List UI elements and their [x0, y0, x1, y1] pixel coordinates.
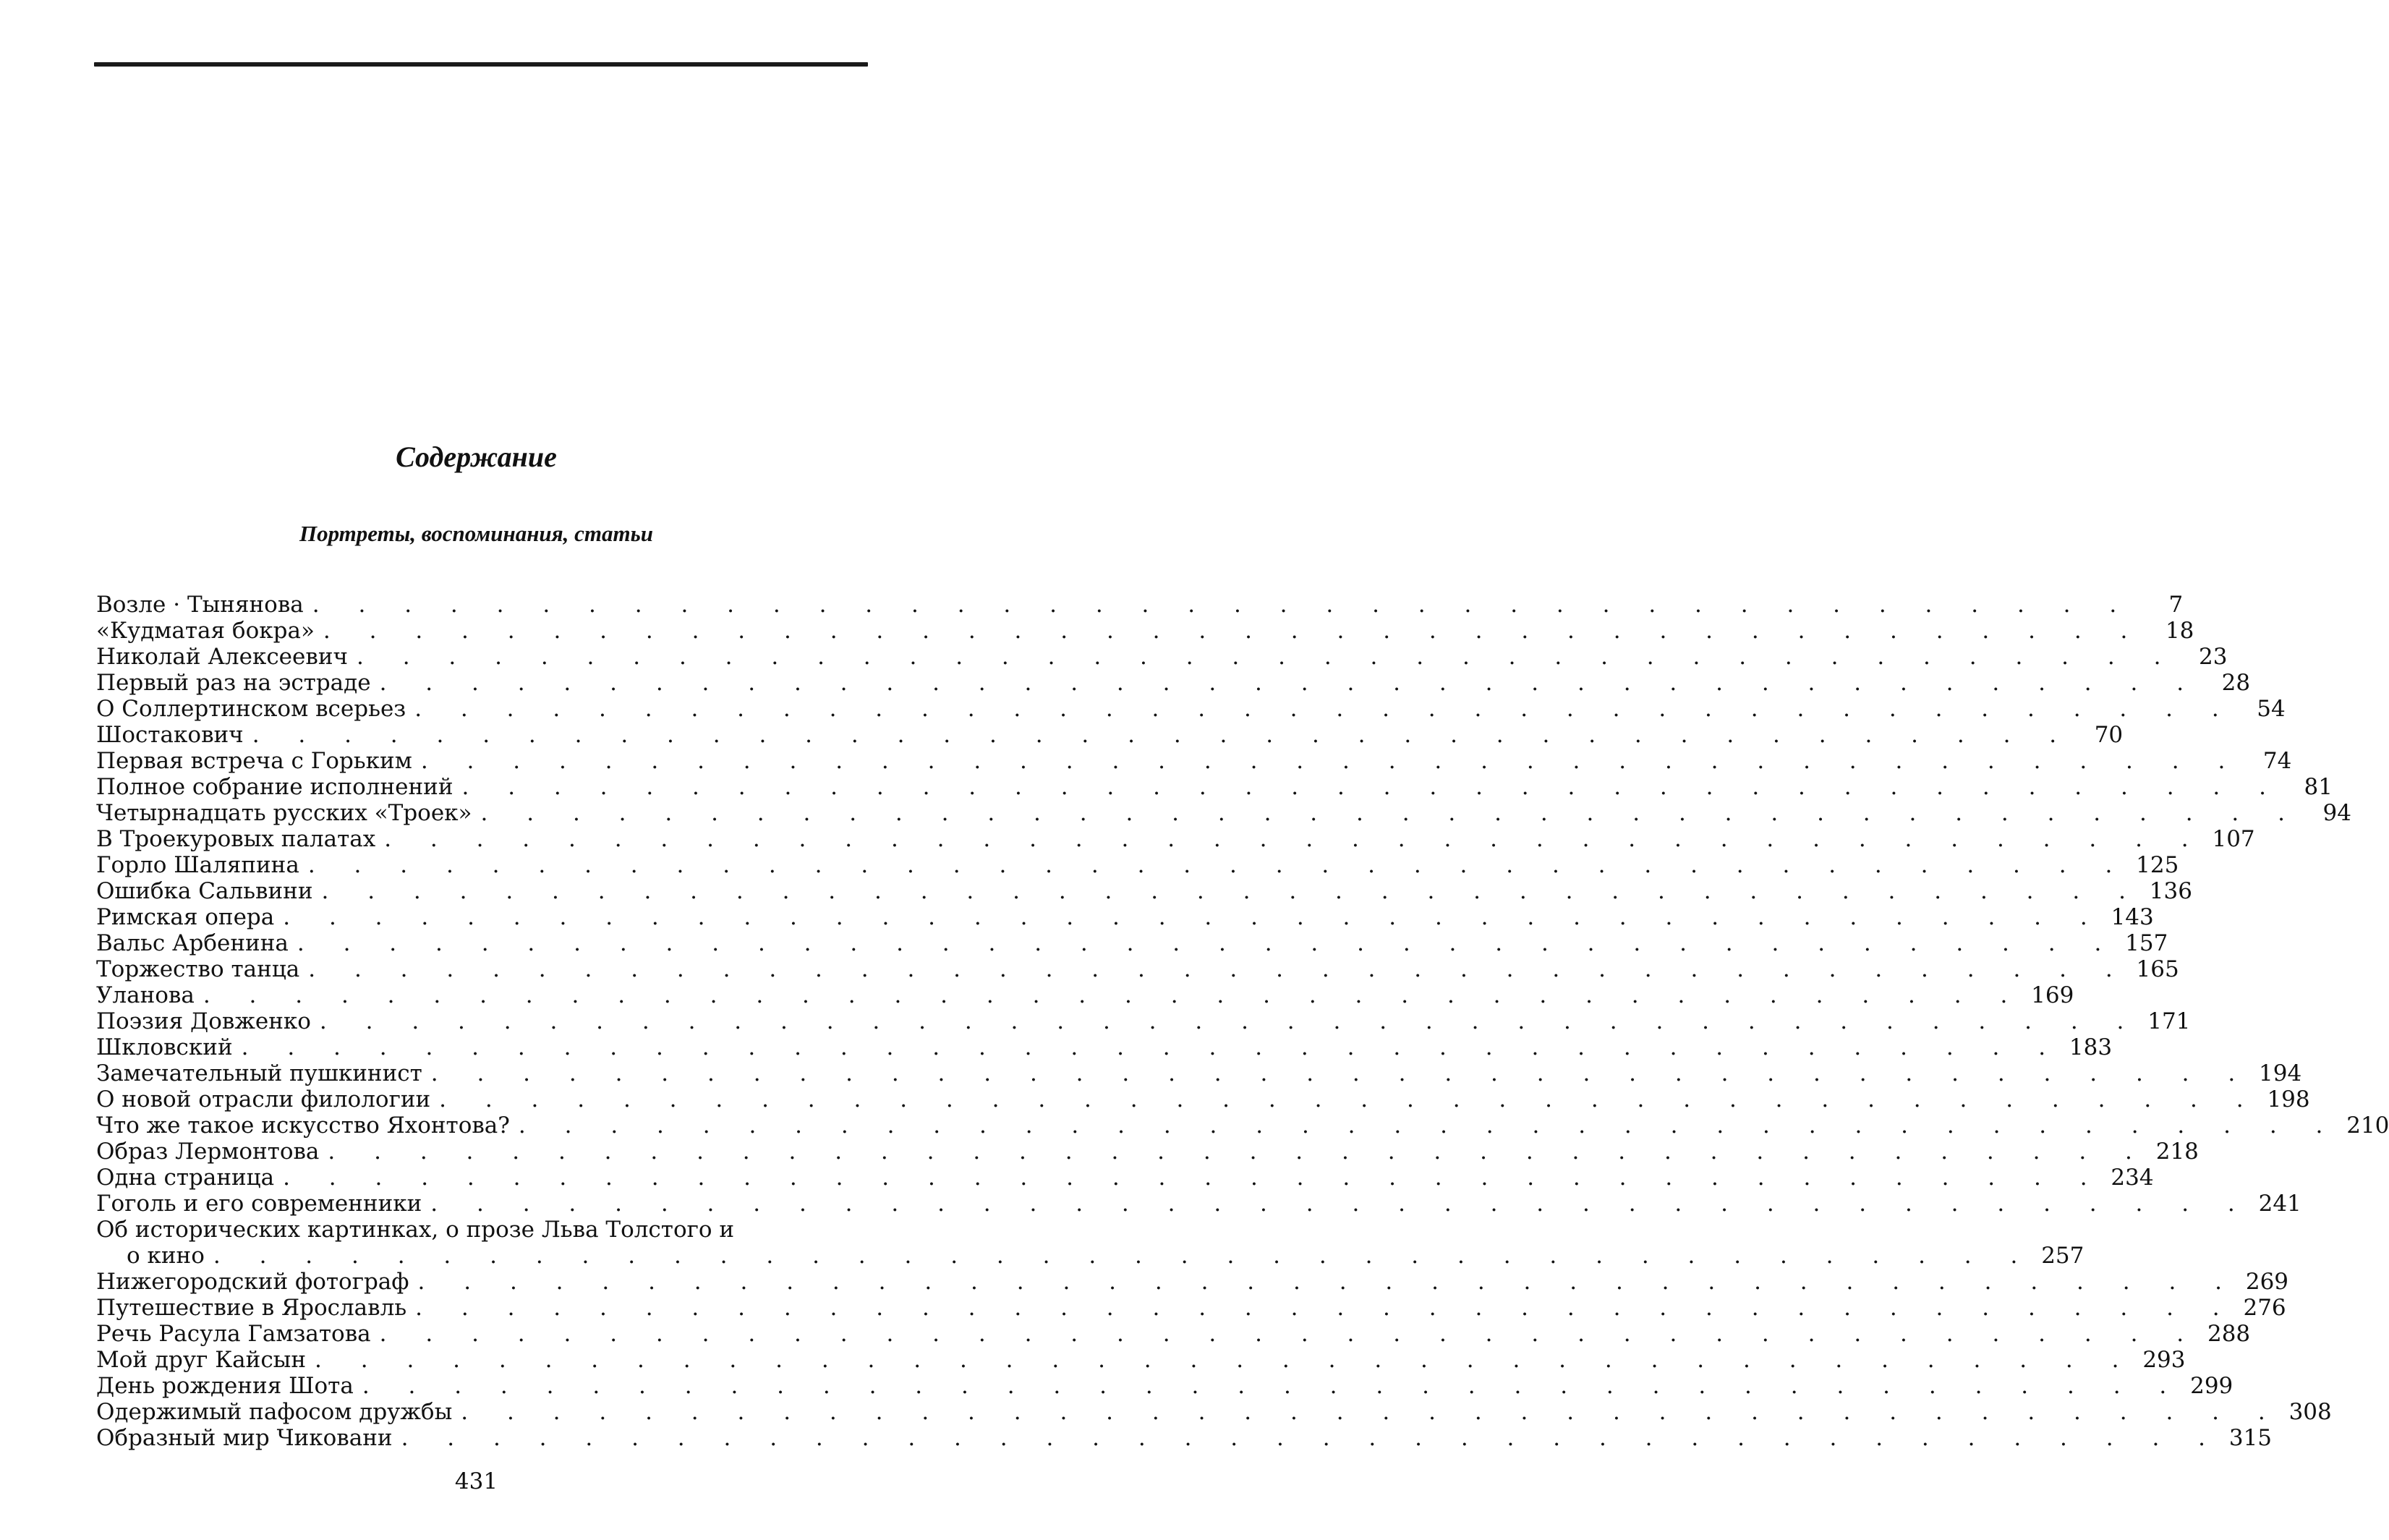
toc-entry	[96, 800, 2351, 826]
toc-entry-page: 171	[2147, 1008, 2191, 1034]
toc-entry-title: Вальс Арбенина	[96, 930, 289, 956]
toc-entry	[96, 930, 2168, 956]
table-of-contents	[96, 592, 2389, 1451]
toc-entry	[96, 852, 2179, 878]
toc-entry-page: 183	[2069, 1034, 2113, 1060]
dot-leader: . . . . . . . . . . . . . . . . . . . . . . . . . . . . . . . . . . . . . . . .	[384, 826, 2205, 852]
dot-leader: . . . . . . . . . . . . . . . . . . . . . . . . . . . . . . . . . . . . . . . .	[356, 644, 2177, 670]
toc-entry	[96, 1347, 2186, 1373]
toc-entry-page: 194	[2259, 1060, 2302, 1086]
dot-leader: . . . . . . . . . . . . . . . . . . . . . . . . . . . . . . . . . . . . . . . .	[480, 800, 2301, 826]
toc-entry-page: 28	[2221, 670, 2251, 696]
document-title: Содержание	[396, 441, 557, 473]
dot-leader: . . . . . . . . . . . . . . . . . . . . . . . . . . . . . . . . . . . . . . . .	[312, 592, 2133, 618]
dot-leader: . . . . . . . . . . . . . . . . . . . . . . . . . . . . . . . . . . . . . . . .	[283, 904, 2103, 930]
toc-entry	[96, 878, 2192, 904]
dot-leader: . . . . . . . . . . . . . . . . . . . . . . . . . . . . . . . . . . . . . . . .	[323, 618, 2144, 644]
dot-leader: . . . . . . . . . . . . . . . . . . . . . . . . . . . . . . . . . . . . . . . .	[518, 1113, 2339, 1139]
dot-leader: . . . . . . . . . . . . . . . . . . . . . . . . . . . . . . . . . . . . . . . .	[328, 1139, 2148, 1165]
toc-entry-title: Возле · Тынянова	[96, 592, 304, 618]
toc-entry-title: День рождения Шота	[96, 1373, 354, 1399]
dot-leader: . . . . . . . . . . . . . . . . . . . . . . . . . . . . . . . . . . . . . . . .	[417, 1269, 2239, 1295]
dot-leader: . . . . . . . . . . . . . . . . . . . . . . . . . . . . . . . . . . . . . . . .	[401, 1425, 2222, 1451]
toc-entry	[96, 1295, 2286, 1321]
toc-entry-title: Образ Лермонтова	[96, 1139, 320, 1165]
toc-entry	[96, 1113, 2389, 1139]
toc-entry-title: Гоголь и его современники	[96, 1191, 422, 1217]
toc-entry-page: 241	[2258, 1191, 2301, 1217]
toc-entry	[96, 1425, 2273, 1451]
toc-entry	[96, 1060, 2302, 1086]
dot-leader: . . . . . . . . . . . . . . . . . . . . . . . . . . . . . . . . . . . . . . . .	[308, 956, 2129, 982]
toc-entry-page: 269	[2245, 1269, 2289, 1295]
dot-leader: . . . . . . . . . . . . . . . . . . . . . . . . . . . . . . . . . . . . . . . .	[414, 696, 2235, 722]
toc-entry	[96, 1034, 2113, 1060]
dot-leader: . . . . . . . . . . . . . . . . . . . . . . . . . . . . . . . . . . . . . . . .	[439, 1086, 2260, 1113]
toc-entry-page: 157	[2125, 930, 2168, 956]
toc-entry-page: 94	[2322, 800, 2351, 826]
toc-entry-page: 23	[2199, 644, 2228, 670]
toc-entry-title: Шкловский	[96, 1034, 233, 1060]
dot-leader: . . . . . . . . . . . . . . . . . . . . . . . . . . . . . . . . . . . . . . . .	[283, 1165, 2103, 1191]
toc-entry-title: О новой отрасли филологии	[96, 1086, 431, 1113]
toc-entry-page: 299	[2190, 1373, 2233, 1399]
toc-entry	[96, 1269, 2289, 1295]
toc-entry-title: Первая встреча с Горьким	[96, 748, 412, 774]
toc-entry-page: 136	[2149, 878, 2192, 904]
toc-entry-title-continuation: о кино	[127, 1243, 205, 1269]
toc-entry-page: 165	[2136, 956, 2179, 982]
toc-entry	[96, 1217, 2084, 1269]
dot-leader: . . . . . . . . . . . . . . . . . . . . . . . . . . . . . . . . . . . . . . . .	[321, 878, 2142, 904]
page-number: 431	[454, 1468, 498, 1494]
toc-entry-page: 210	[2346, 1113, 2389, 1139]
dot-leader: . . . . . . . . . . . . . . . . . . . . . . . . . . . . . . . . . . . . . . . .	[461, 1399, 2281, 1425]
toc-entry	[96, 1399, 2332, 1425]
dot-leader: . . . . . . . . . . . . . . . . . . . . . . . . . . . . . . . . . . . . . . . .	[241, 1034, 2062, 1060]
dot-leader: . . . . . . . . . . . . . . . . . . . . . . . . . . . . . . . . . . . . . . . .	[379, 670, 2200, 696]
toc-entry	[96, 956, 2179, 982]
toc-entry	[96, 1191, 2301, 1217]
toc-entry-page: 218	[2155, 1139, 2199, 1165]
dot-leader: . . . . . . . . . . . . . . . . . . . . . . . . . . . . . . . . . . . . . . . .	[430, 1191, 2251, 1217]
toc-entry-page: 234	[2111, 1165, 2154, 1191]
dot-leader: . . . . . . . . . . . . . . . . . . . . . . . . . . . . . . . . . . . . . . . .	[203, 982, 2024, 1008]
toc-entry-title: Горло Шаляпина	[96, 852, 299, 878]
toc-entry-page: 288	[2207, 1321, 2251, 1347]
toc-entry-page: 54	[2257, 696, 2286, 722]
toc-entry-title: Об исторических картинках, о прозе Льва Толстого и	[96, 1217, 735, 1243]
toc-entry-title: Одна страница	[96, 1165, 275, 1191]
toc-entry-page: 257	[2041, 1243, 2084, 1269]
dot-leader: . . . . . . . . . . . . . . . . . . . . . . . . . . . . . . . . . . . . . . . .	[362, 1373, 2183, 1399]
dot-leader: . . . . . . . . . . . . . . . . . . . . . . . . . . . . . . . . . . . . . . . .	[297, 930, 2118, 956]
toc-entry	[96, 774, 2333, 800]
toc-entry	[96, 982, 2074, 1008]
dot-leader: . . . . . . . . . . . . . . . . . . . . . . . . . . . . . . . . . . . . . . . .	[430, 1060, 2252, 1086]
toc-entry-title: Замечательный пушкинист	[96, 1060, 422, 1086]
toc-entry	[96, 1321, 2251, 1347]
toc-entry	[96, 1139, 2199, 1165]
toc-entry-page: 18	[2165, 618, 2194, 644]
toc-entry	[96, 670, 2251, 696]
toc-entry-title: В Троекуровых палатах	[96, 826, 376, 852]
toc-entry	[96, 592, 2184, 618]
toc-entry	[96, 1373, 2233, 1399]
toc-entry-title: Образный мир Чиковани	[96, 1425, 393, 1451]
toc-entry-title: Поэзия Довженко	[96, 1008, 311, 1034]
toc-entry-title: Римская опера	[96, 904, 275, 930]
toc-entry-page: 125	[2136, 852, 2179, 878]
toc-entry	[96, 904, 2154, 930]
toc-entry-title: Шостакович	[96, 722, 244, 748]
toc-entry-title: Уланова	[96, 982, 195, 1008]
dot-leader: . . . . . . . . . . . . . . . . . . . . . . . . . . . . . . . . . . . . . . . .	[420, 748, 2241, 774]
toc-entry	[96, 722, 2124, 748]
toc-entry-title: Торжество танца	[96, 956, 300, 982]
toc-entry-page: 70	[2094, 722, 2124, 748]
toc-entry	[96, 696, 2286, 722]
toc-entry	[96, 1008, 2191, 1034]
toc-entry	[96, 1165, 2154, 1191]
toc-entry-page: 74	[2262, 748, 2292, 774]
toc-entry-page: 308	[2288, 1399, 2332, 1425]
toc-entry-title: Нижегородский фотограф	[96, 1269, 409, 1295]
toc-entry-title: Путешествие в Ярославль	[96, 1295, 407, 1321]
toc-entry-page: 107	[2212, 826, 2255, 852]
toc-entry-page: 143	[2111, 904, 2154, 930]
top-rule	[94, 62, 868, 67]
toc-entry	[96, 1086, 2310, 1113]
toc-entry-title: Речь Расула Гамзатова	[96, 1321, 371, 1347]
dot-leader: . . . . . . . . . . . . . . . . . . . . . . . . . . . . . . . . . . . . . . . .	[315, 1347, 2135, 1373]
toc-entry-page: 7	[2168, 592, 2184, 618]
dot-leader: . . . . . . . . . . . . . . . . . . . . . . . . . . . . . . . . . . . . . . . .	[319, 1008, 2140, 1034]
toc-entry	[96, 826, 2255, 852]
toc-entry-title: Мой друг Кайсын	[96, 1347, 307, 1373]
section-title: Портреты, воспоминания, статьи	[299, 521, 654, 546]
toc-entry-title: Николай Алексеевич	[96, 644, 348, 670]
toc-entry-page: 276	[2243, 1295, 2286, 1321]
toc-entry-title: Что же такое искусство Яхонтова?	[96, 1113, 510, 1139]
dot-leader: . . . . . . . . . . . . . . . . . . . . . . . . . . . . . . . . . . . . . . . .	[307, 852, 2129, 878]
toc-entry-page: 81	[2304, 774, 2333, 800]
toc-entry-title: О Соллертинском всерьез	[96, 696, 406, 722]
toc-entry-title: Четырнадцать русских «Троек»	[96, 800, 472, 826]
dot-leader: . . . . . . . . . . . . . . . . . . . . . . . . . . . . . . . . . . . . . . . .	[252, 722, 2073, 748]
toc-entry-page: 169	[2031, 982, 2074, 1008]
dot-leader: . . . . . . . . . . . . . . . . . . . . . . . . . . . . . . . . . . . . . . . .	[415, 1295, 2236, 1321]
toc-entry-title: «Кудматая бокра»	[96, 618, 315, 644]
toc-entry-title: Одержимый пафосом дружбы	[96, 1399, 453, 1425]
toc-entry	[96, 644, 2228, 670]
toc-entry-page: 293	[2142, 1347, 2186, 1373]
toc-entry-page: 198	[2267, 1086, 2310, 1113]
toc-entry	[96, 618, 2194, 644]
dot-leader: . . . . . . . . . . . . . . . . . . . . . . . . . . . . . . . . . . . . . . . .	[379, 1321, 2200, 1347]
toc-entry-title: Ошибка Сальвини	[96, 878, 313, 904]
toc-entry-page: 315	[2228, 1425, 2273, 1451]
dot-leader: . . . . . . . . . . . . . . . . . . . . . . . . . . . . . . . . . . . . . . . .	[213, 1243, 2034, 1269]
toc-entry-title: Полное собрание исполнений	[96, 774, 453, 800]
toc-entry-title: Первый раз на эстраде	[96, 670, 371, 696]
toc-entry	[96, 748, 2292, 774]
dot-leader: . . . . . . . . . . . . . . . . . . . . . . . . . . . . . . . . . . . . . . . .	[461, 774, 2282, 800]
